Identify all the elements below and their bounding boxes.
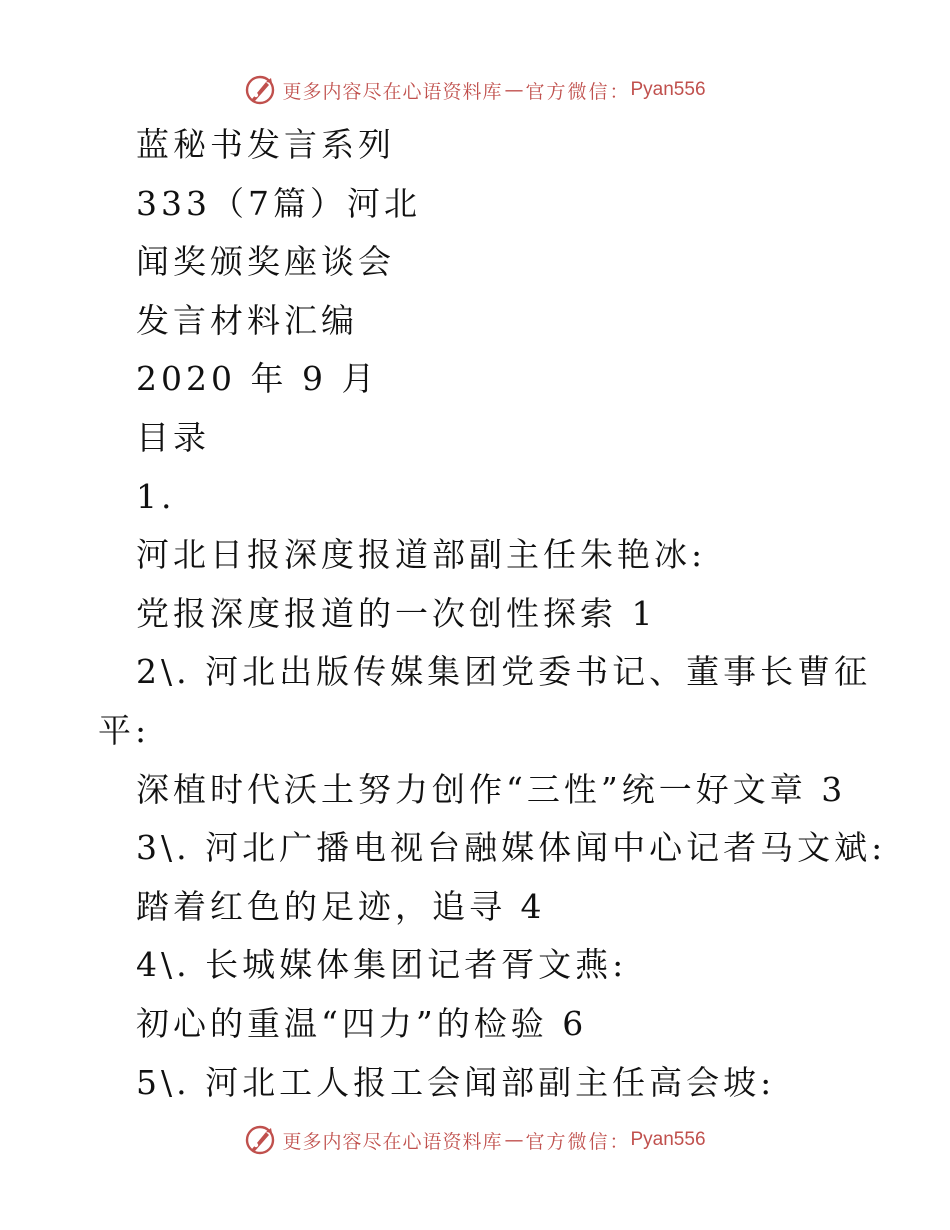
watermark-dash: —: [504, 1129, 524, 1151]
doc-series-title: 蓝秘书发言系列: [136, 125, 395, 164]
toc-item-speaker: 4\. 长城媒体集团记者胥文燕:: [136, 945, 628, 985]
watermark-main-text: 更多内容尽在心语资料库: [282, 1130, 503, 1153]
toc-item-speaker: 3\. 河北广播电视台融媒体闻中心记者马文斌:: [136, 828, 887, 868]
watermark-dash: —: [504, 79, 524, 101]
toc-item-speaker-continued: 平:: [98, 710, 151, 750]
watermark-sub-text: 官方微信：: [525, 80, 631, 103]
feather-pen-logo-icon: [244, 1124, 276, 1156]
header-watermark-banner: [0, 70, 950, 110]
toc-item-title: 踏着红色的足迹，追寻 4: [136, 886, 546, 926]
document-body: [0, 116, 950, 1112]
watermark-sub-text: 官方微信：: [525, 1130, 631, 1153]
toc-heading: 目录: [136, 417, 210, 457]
watermark-wechat-id: Pyan556: [630, 79, 706, 100]
toc-item-speaker: 河北日报深度报道部副主任朱艳冰:: [136, 535, 707, 575]
doc-compilation-title: 发言材料汇编: [136, 300, 358, 340]
toc-item-number: 1.: [136, 476, 176, 516]
feather-pen-logo-icon: [244, 74, 276, 106]
doc-series-number: 333（7篇）河北: [136, 183, 421, 223]
toc-item-speaker: 2\. 河北出版传媒集团党委书记、董事长曹征: [136, 652, 872, 692]
footer-watermark-banner: [0, 1120, 950, 1160]
toc-item-title: 深植时代沃土努力创作“三性”统一好文章 3: [136, 769, 847, 809]
doc-event-title: 闻奖颁奖座谈会: [136, 242, 395, 282]
doc-date: 2020 年 9 月: [136, 359, 379, 399]
toc-item-title: 初心的重温“四力”的检验 6: [136, 1003, 588, 1043]
watermark-main-text: 更多内容尽在心语资料库: [282, 80, 503, 103]
toc-item-speaker: 5\. 河北工人报工会闻部副主任高会坡:: [136, 1062, 776, 1102]
watermark-wechat-id: Pyan556: [630, 1129, 706, 1150]
toc-item-title: 党报深度报道的一次创性探索 1: [136, 593, 657, 633]
